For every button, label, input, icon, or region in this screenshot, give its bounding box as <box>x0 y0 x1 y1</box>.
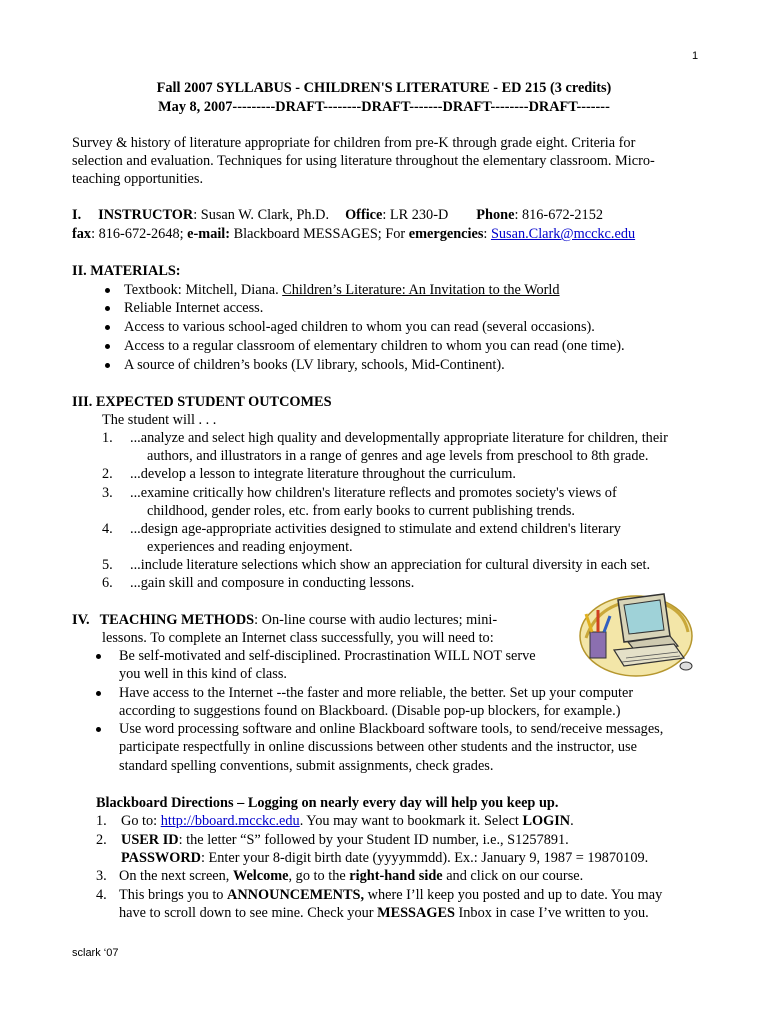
step-number: 2. <box>96 832 107 848</box>
colon: : <box>483 226 491 242</box>
step-1-line <box>121 812 574 830</box>
outcome-text: ...design age-appropriate activities designed to stimulate and extend children's literary <box>130 521 621 537</box>
right-hand-side-label: right-hand side <box>349 868 443 884</box>
phone-label: Phone <box>476 207 515 223</box>
step-text: and click on our course. <box>442 868 584 884</box>
bullet-icon <box>105 325 110 330</box>
outcome-text: experiences and reading enjoyment. <box>147 539 353 555</box>
step-4-line <box>119 886 662 904</box>
email-label: e-mail: <box>187 226 231 242</box>
intro-line: selection and evaluation. Techniques for using literature throughout the elementary classroom. Micro- <box>72 153 655 169</box>
step-2-line <box>121 831 569 849</box>
outcome-text: ...gain skill and composure in conducting lessons. <box>130 575 415 591</box>
fax-value: : 816-672-2648; <box>91 226 188 242</box>
fax-label: fax <box>72 226 92 242</box>
materials-item: A source of children’s books (LV library, schools, Mid-Continent). <box>124 357 505 373</box>
user-id-label: USER ID <box>121 832 179 848</box>
outcome-number: 6. <box>102 575 113 591</box>
outcome-number: 1. <box>102 430 113 446</box>
outcomes-heading: III. EXPECTED STUDENT OUTCOMES <box>72 394 332 410</box>
textbook-title: Children’s Literature: An Invitation to the World <box>282 282 560 298</box>
syllabus-title: Fall 2007 SYLLABUS - CHILDREN'S LITERATURE - ED 215 (3 credits) <box>156 80 612 96</box>
section-number: IV. <box>72 612 90 628</box>
teaching-bullet: you well in this kind of class. <box>119 666 287 682</box>
textbook-prefix: Textbook: Mitchell, Diana. <box>124 282 283 298</box>
instructor-line <box>72 206 603 224</box>
welcome-label: Welcome <box>232 868 289 884</box>
step-number: 3. <box>96 868 107 884</box>
outcome-text: ...develop a lesson to integrate literature throughout the curriculum. <box>130 466 516 482</box>
step-text: Go to: <box>121 813 161 829</box>
materials-heading: II. MATERIALS: <box>72 263 181 279</box>
step-text: Inbox in case I’ve written to you. <box>454 905 649 921</box>
messages-label: MESSAGES <box>377 905 455 921</box>
instructor-name: : Susan W. Clark, Ph.D. <box>193 207 330 223</box>
login-label: LOGIN <box>522 813 571 829</box>
materials-item: Access to various school-aged children to whom you can read (several occasions). <box>124 319 595 335</box>
outcome-text: ...examine critically how children's literature reflects and promotes society's views of <box>130 485 617 501</box>
teaching-text: : On-line course with audio lectures; mini- <box>254 612 498 628</box>
step-text: have to scroll down to see mine. Check your <box>119 905 378 921</box>
computer-clipart-icon <box>578 592 694 678</box>
materials-item: Access to a regular classroom of elementary children to whom you can read (one time). <box>124 338 625 354</box>
intro-line: Survey & history of literature appropriate for children from pre-K through grade eight. Criteria for <box>72 135 636 151</box>
contact-line <box>72 225 635 243</box>
bullet-icon <box>96 691 101 696</box>
step-3-line <box>119 867 583 885</box>
bullet-icon <box>105 363 110 368</box>
email-note: Blackboard MESSAGES; For <box>230 226 409 242</box>
draft-line: May 8, 2007---------DRAFT--------DRAFT-------DRAFT--------DRAFT------- <box>158 99 610 115</box>
teaching-bullet: Be self-motivated and self-disciplined. Procrastination WILL NOT serve <box>119 648 536 664</box>
office-label: Office <box>345 207 383 223</box>
materials-item <box>124 281 560 299</box>
page-number: 1 <box>692 50 699 62</box>
teaching-line <box>72 611 497 629</box>
announcements-label: ANNOUNCEMENTS, <box>227 887 365 903</box>
password-line <box>121 849 648 867</box>
bullet-icon <box>96 727 101 732</box>
step-text: . <box>570 813 574 829</box>
blackboard-url-link[interactable]: http://bboard.mcckc.edu <box>160 813 300 829</box>
bullet-icon <box>105 288 110 293</box>
section-number: I. <box>72 207 82 223</box>
outcome-text: ...include literature selections which show an appreciation for cultural diversity in each set. <box>130 557 651 573</box>
outcome-number: 4. <box>102 521 113 537</box>
teaching-bullet: according to suggestions found on Blackboard. (Disable pop-up blockers, for example.) <box>119 703 621 719</box>
outcome-number: 3. <box>102 485 113 501</box>
email-link[interactable]: Susan.Clark@mcckc.edu <box>490 226 636 242</box>
instructor-label: INSTRUCTOR <box>98 207 194 223</box>
teaching-label: TEACHING METHODS <box>99 612 255 628</box>
outcomes-intro: The student will . . . <box>102 412 217 428</box>
footer: sclark ‘07 <box>72 947 119 959</box>
intro-line: teaching opportunities. <box>72 171 204 187</box>
step-text: : Enter your 8-digit birth date (yyyymmdd). Ex.: January 9, 1987 = 19870109. <box>200 850 649 866</box>
office-value: : LR 230-D <box>382 207 449 223</box>
teaching-text: lessons. To complete an Internet class successfully, you will need to: <box>102 630 494 646</box>
step-text: . You may want to bookmark it. Select <box>299 813 523 829</box>
step-number: 4. <box>96 887 107 903</box>
teaching-bullet: participate respectfully in online discussions between other students and the instructor, use <box>119 739 637 755</box>
bullet-icon <box>96 654 101 659</box>
outcome-number: 2. <box>102 466 113 482</box>
teaching-bullet: Use word processing software and online Blackboard software tools, to send/receive messages, <box>119 721 664 737</box>
teaching-bullet: standard spelling conventions, submit assignments, check grades. <box>119 758 494 774</box>
step-text: : the letter “S” followed by your Student ID number, i.e., S1257891. <box>178 832 569 848</box>
phone-value: : 816-672-2152 <box>514 207 603 223</box>
step-text: This brings you to <box>119 887 228 903</box>
outcome-text: authors, and illustrators in a range of genres and age levels from preschool to 8th grade. <box>147 448 649 464</box>
teaching-bullet: Have access to the Internet --the faster and more reliable, the better. Set up your computer <box>119 685 634 701</box>
outcome-text: ...analyze and select high quality and developmentally appropriate literature for children, their <box>130 430 668 446</box>
password-label: PASSWORD <box>121 850 201 866</box>
blackboard-heading: Blackboard Directions – Logging on nearly every day will help you keep up. <box>96 795 559 811</box>
bullet-icon <box>105 306 110 311</box>
step-text: On the next screen, <box>119 868 233 884</box>
step-text: where I’ll keep you posted and up to date. You may <box>364 887 663 903</box>
outcome-number: 5. <box>102 557 113 573</box>
bullet-icon <box>105 344 110 349</box>
step-number: 1. <box>96 813 107 829</box>
emergencies-label: emergencies <box>408 226 484 242</box>
step-text: , go to the <box>288 868 350 884</box>
materials-item: Reliable Internet access. <box>124 300 264 316</box>
outcome-text: childhood, gender roles, etc. from early books to current publishing trends. <box>147 503 576 519</box>
step-4-line-2 <box>119 904 649 922</box>
